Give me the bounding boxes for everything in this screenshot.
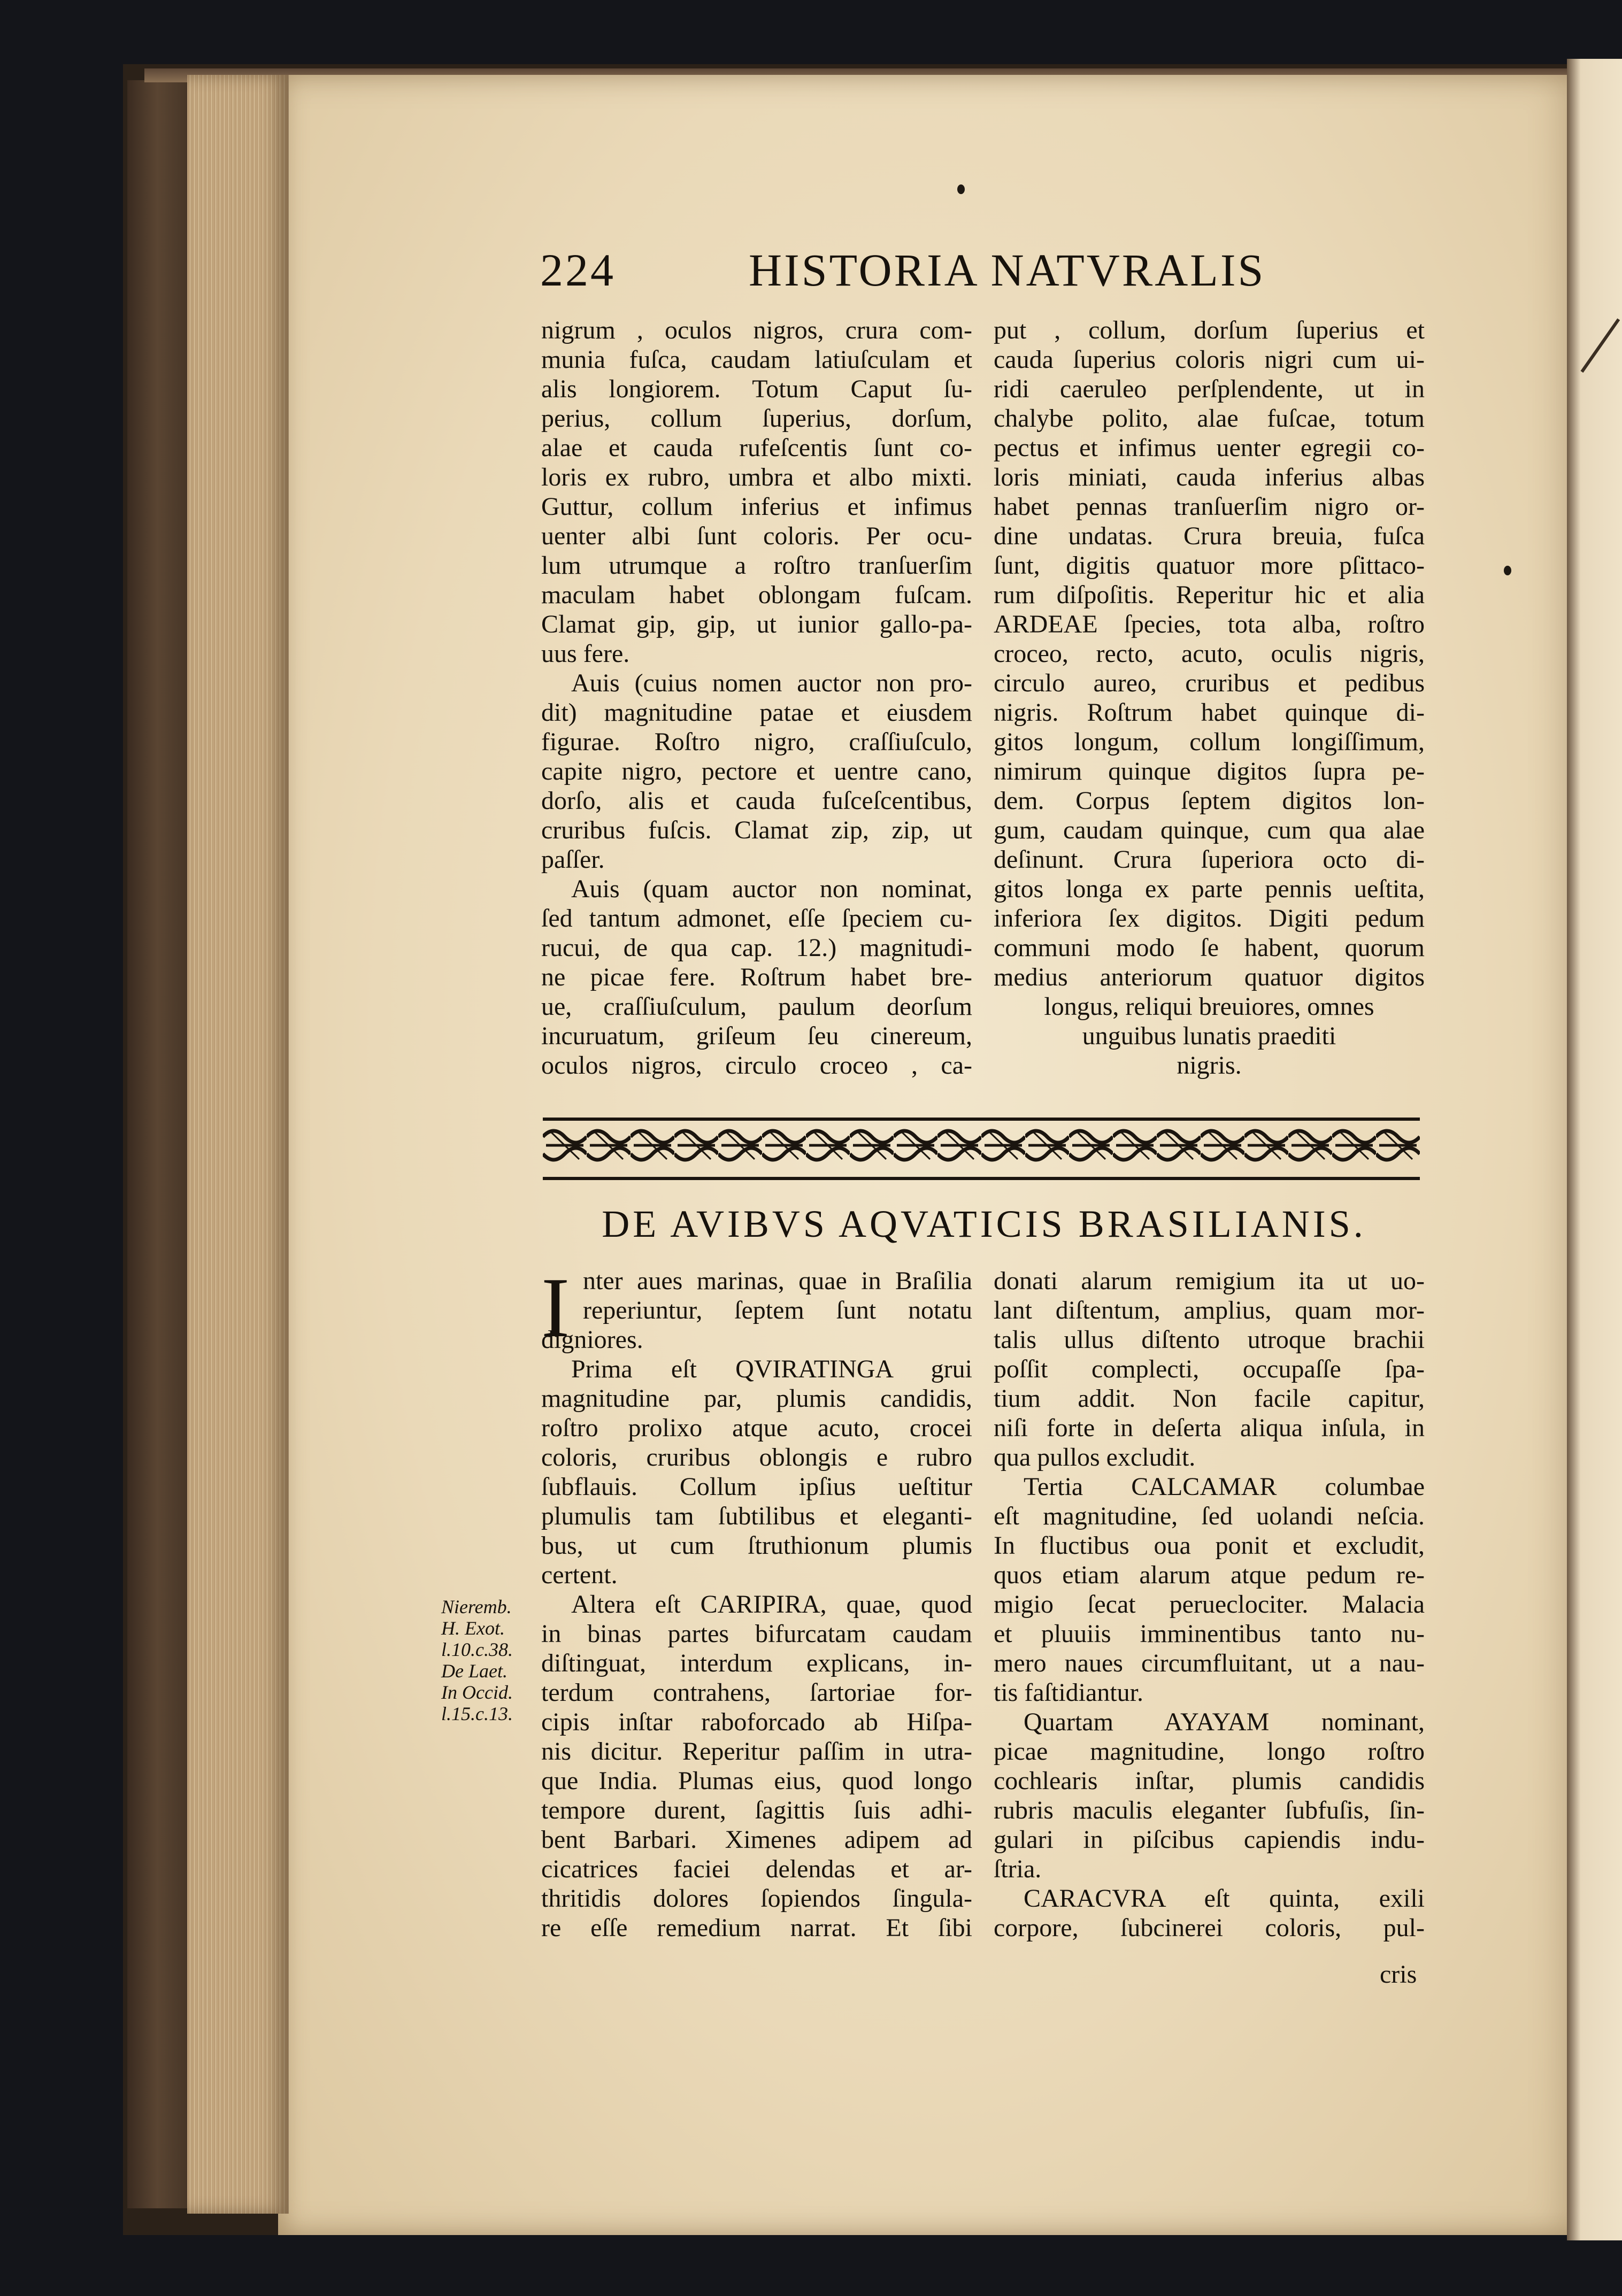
text-line: Tertia CALCAMAR columbae [1024, 1473, 1425, 1501]
text-line: habet pennas tranſuerſim nigro or- [994, 492, 1425, 521]
text-line: Guttur, collum inferius et infimus [541, 492, 972, 521]
text-line: Quartam AYAYAM nominant, [1024, 1708, 1425, 1736]
text-line: quos etiam alarum atque pedum re- [994, 1561, 1425, 1589]
text-line: ſunt, digitis quatuor more pſittaco- [994, 551, 1425, 580]
text-line: inferiora ſex digitos. Digiti pedum [994, 904, 1425, 933]
margin-note-line: Nieremb. [441, 1596, 512, 1617]
text-line: cruribus fuſcis. Clamat zip, zip, ut [541, 816, 972, 844]
page-title: HISTORIA NATVRALIS [749, 244, 1266, 296]
text-line: cicatrices faciei delendas et ar- [541, 1855, 972, 1883]
text-line: nis dicitur. Reperitur paſſim in utra- [541, 1737, 972, 1766]
text-line: put , collum, dorſum ſuperius et [994, 316, 1425, 344]
text-line: ſtria. [994, 1855, 1042, 1883]
text-line: qua pullos excludit. [994, 1443, 1196, 1471]
text-line: Auis (quam auctor non nominat, [571, 875, 972, 903]
text-line: incuruatum, griſeum ſeu cinereum, [541, 1022, 972, 1050]
text-line: unguibus lunatis praediti [1082, 1022, 1336, 1050]
text-line: cauda ſuperius coloris nigri cum ui- [994, 345, 1425, 374]
text-line: CARACVRA eſt quinta, exili [1024, 1884, 1425, 1913]
margin-note-line: In Occid. [441, 1682, 513, 1703]
text-column-top-left [541, 315, 972, 1080]
text-line: gum, caudam quinque, cum qua alae [994, 816, 1425, 844]
text-line: nigris. Roſtrum habet quinque di- [994, 698, 1425, 727]
text-line: munia fuſca, caudam latiuſculam et [541, 345, 972, 374]
text-line: nigris. [1177, 1051, 1242, 1080]
drop-cap: I [541, 1260, 570, 1355]
text-line: mero naues circumfluitant, ut a nau- [994, 1649, 1425, 1677]
page-number: 224 [540, 244, 616, 296]
text-line: dem. Corpus ſeptem digitos lon- [994, 787, 1425, 815]
text-line: loris miniati, cauda inferius albas [994, 463, 1425, 491]
text-line: circulo aureo, cruribus et pedibus [994, 669, 1425, 697]
page-edges [187, 75, 289, 2214]
text-line: nter aues marinas, quae in Braſilia [583, 1267, 972, 1295]
text-line: chalybe polito, alae fuſcae, totum [994, 404, 1425, 433]
text-line: loris ex rubro, umbra et albo mixti. [541, 463, 972, 491]
text-line: dine undatas. Crura breuia, fuſca [994, 522, 1425, 550]
text-line: diſtinguat, interdum explicans, in- [541, 1649, 972, 1677]
text-line: cochlearis inſtar, plumis candidis [994, 1767, 1425, 1795]
text-line: dorſo, alis et cauda fuſceſcentibus, [541, 787, 972, 815]
text-line: alae et cauda rufeſcentis ſunt co- [541, 434, 972, 462]
text-line: deſinunt. Crura ſuperiora octo di- [994, 845, 1425, 874]
text-line: eſt magnitudine, ſed uolandi neſcia. [994, 1502, 1425, 1530]
text-line: rum diſpoſitis. Reperitur hic et alia [994, 581, 1425, 609]
text-line: magnitudine par, plumis candidis, [541, 1384, 972, 1413]
text-line: nigrum , oculos nigros, crura com- [541, 316, 972, 344]
text-line: ARDEAE ſpecies, tota alba, roſtro [994, 610, 1425, 638]
margin-note [441, 1596, 537, 1724]
text-line: rucui, de qua cap. 12.) magnitudi- [541, 934, 972, 962]
text-line: In fluctibus oua ponit et excludit, [994, 1531, 1425, 1560]
text-column-bottom-right [994, 1266, 1425, 1943]
margin-note-line: l.15.c.13. [441, 1703, 513, 1724]
text-line: dit) magnitudine patae et eiusdem [541, 698, 972, 727]
text-line: longus, reliqui breuiores, omnes [1044, 992, 1374, 1021]
text-line: communi modo ſe habent, quorum [994, 934, 1425, 962]
margin-note-line: l.10.c.38. [441, 1639, 513, 1660]
text-line: Clamat gip, gip, ut iunior gallo-pa- [541, 610, 972, 638]
text-line: plumulis tam ſubtilibus et eleganti- [541, 1502, 972, 1530]
text-line: maculam habet oblongam fuſcam. [541, 581, 972, 609]
stray-ink-dot [957, 184, 965, 194]
text-line: oculos nigros, circulo croceo , ca- [541, 1051, 972, 1080]
section-heading: DE AVIBVS AQVATICIS BRASILIANIS. [602, 1203, 1366, 1245]
text-line: bent Barbari. Ximenes adipem ad [541, 1825, 972, 1854]
text-line: ſed tantum admonet, eſſe ſpeciem cu- [541, 904, 972, 933]
ornamental-band [543, 1118, 1420, 1180]
text-line: medius anteriorum quatuor digitos [994, 963, 1425, 991]
text-column-top-right [994, 315, 1425, 1080]
text-line: thritidis dolores ſopiendos ſingula- [541, 1884, 972, 1913]
text-line: capite nigro, pectore et uentre cano, [541, 757, 972, 785]
text-line: Auis (cuius nomen auctor non pro- [571, 669, 972, 697]
facing-page-edge [1567, 59, 1622, 2240]
text-line: que India. Plumas eius, quod longo [541, 1767, 972, 1795]
margin-note-line: H. Exot. [441, 1617, 505, 1639]
text-line: lant diſtentum, amplius, quam mor- [994, 1296, 1425, 1324]
text-line: corpore, ſubcinerei coloris, pul- [994, 1914, 1425, 1942]
text-line: uenter albi ſunt coloris. Per ocu- [541, 522, 972, 550]
text-line: certent. [541, 1561, 618, 1589]
text-line: perius, collum ſuperius, dorſum, [541, 404, 972, 433]
ornament-pattern-icon [543, 1121, 1420, 1170]
text-line: lum utrumque a roſtro tranſuerſim [541, 551, 972, 580]
text-column-bottom-left [541, 1260, 972, 1943]
text-line: gitos longum, collum longiſſimum, [994, 728, 1425, 756]
text-line: niſi forte in deſerta aliqua inſula, in [994, 1414, 1425, 1442]
text-line: Prima eſt QVIRATINGA grui [571, 1355, 972, 1383]
text-line: pectus et infimus uenter egregii co- [994, 434, 1425, 462]
text-line: coloris, cruribus oblongis e rubro [541, 1443, 972, 1471]
text-line: bus, ut cum ſtruthionum plumis [541, 1531, 972, 1560]
text-line: figurae. Roſtro nigro, craſſiuſculo, [541, 728, 972, 756]
text-line: digniores. [541, 1326, 643, 1354]
text-line: reperiuntur, ſeptem ſunt notatu [583, 1296, 972, 1324]
text-line: migio ſecat perueclociter. Malacia [994, 1590, 1425, 1619]
text-line: ue, craſſiuſculum, paulum deorſum [541, 992, 972, 1021]
text-line: nimirum quinque digitos ſupra pe- [994, 757, 1425, 785]
text-line: in binas partes bifurcatam caudam [541, 1620, 972, 1648]
text-line: et pluuiis imminentibus tanto nu- [994, 1620, 1425, 1648]
stray-ink-dot [1504, 566, 1511, 575]
text-line: uus fere. [541, 640, 630, 668]
margin-note-line: De Laet. [441, 1660, 508, 1682]
catchword: cris [1380, 1960, 1417, 1989]
text-line: tempore durent, ſagittis ſuis adhi- [541, 1796, 972, 1824]
text-line: tis faſtidiantur. [994, 1678, 1143, 1707]
text-line: alis longiorem. Totum Caput ſu- [541, 375, 972, 403]
text-line: tium addit. Non facile capitur, [994, 1384, 1425, 1413]
text-line: Altera eſt CARIPIRA, quae, quod [571, 1590, 972, 1619]
text-line: poſſit complecti, occupaſſe ſpa- [994, 1355, 1425, 1383]
text-line: ridi caeruleo perſplendente, ut in [994, 375, 1425, 403]
text-line: croceo, recto, acuto, oculis nigris, [994, 640, 1425, 668]
running-head [540, 243, 1266, 307]
text-line: cipis inſtar raboforcado ab Hiſpa- [541, 1708, 972, 1736]
text-line: picae magnitudine, longo roſtro [994, 1737, 1425, 1766]
text-line: paſſer. [541, 845, 605, 874]
text-line: ſubflauis. Collum ipſius ueſtitur [541, 1473, 972, 1501]
text-line: gitos longa ex parte pennis ueſtita, [994, 875, 1425, 903]
text-line: re eſſe remedium narrat. Et ſibi [541, 1914, 972, 1942]
text-line: ne picae fere. Roſtrum habet bre- [541, 963, 972, 991]
text-line: terdum contrahens, ſartoriae for- [541, 1678, 972, 1707]
text-line: rubris maculis eleganter ſubfuſis, ſin- [994, 1796, 1425, 1824]
text-line: donati alarum remigium ita ut uo- [994, 1267, 1425, 1295]
text-line: roſtro prolixo atque acuto, crocei [541, 1414, 972, 1442]
text-line: gulari in piſcibus capiendis indu- [994, 1825, 1425, 1854]
text-line: talis ullus diſtento utroque brachii [994, 1326, 1425, 1354]
